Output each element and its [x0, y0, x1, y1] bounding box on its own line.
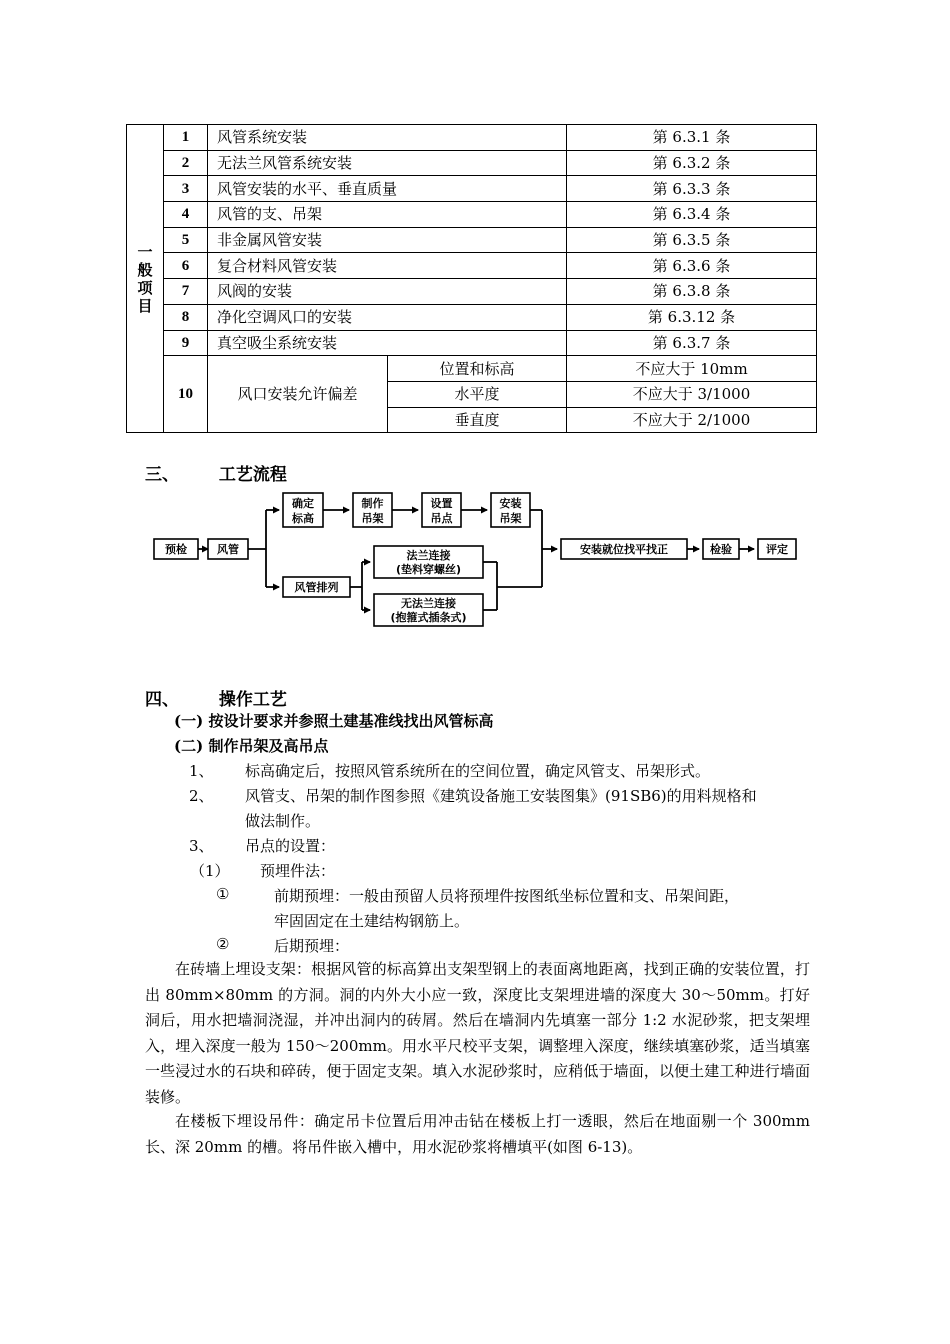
- row-number: 4: [164, 202, 208, 228]
- section-title: 工艺流程: [218, 465, 287, 485]
- subsection-title: 按设计要求并参照土建基准线找出风管标高: [208, 712, 494, 730]
- row-number: 10: [164, 356, 208, 433]
- table-row: [127, 202, 817, 228]
- paragraph-text: 在楼板下埋设吊件：确定吊卡位置后用冲击钻在楼板上打一透眼，然后在地面剔一个 300mm 长、深 20mm 的槽。将吊件嵌入槽中，用水泥砂浆将槽填平(如图 6-13)。: [145, 1112, 810, 1156]
- flow-label: 评定: [766, 543, 788, 556]
- flow-label: 吊点: [430, 512, 453, 525]
- row-number: 1: [164, 125, 208, 151]
- list-text: 前期预埋：一般由预留人员将预埋件按图纸坐标位置和支、吊架间距，: [274, 887, 740, 905]
- row-number: 6: [164, 253, 208, 279]
- subsection-heading-2: [174, 735, 328, 756]
- table-row: [127, 304, 817, 330]
- list-text: 牢固固定在土建结构钢筋上。: [274, 912, 470, 930]
- row-number: 5: [164, 227, 208, 253]
- table-row: [127, 279, 817, 305]
- table-row: [127, 356, 817, 382]
- list-text: 风管支、吊架的制作图参照《建筑设备施工安装图集》(91SB6)的用料规格和: [245, 787, 757, 805]
- row-item: 风口安装允许偏差: [208, 356, 388, 433]
- category-char: 般: [137, 260, 153, 279]
- section-title: 操作工艺: [218, 690, 287, 710]
- deviation-item: 位置和标高: [388, 356, 567, 382]
- flow-label: 无法兰连接: [401, 597, 456, 610]
- table-row: [127, 125, 817, 151]
- flow-label: 设置: [430, 497, 453, 510]
- row-number: 8: [164, 304, 208, 330]
- circled-number: ②: [216, 935, 230, 953]
- row-item: 复合材料风管安装: [208, 253, 567, 279]
- row-reference: 第 6.3.4 条: [567, 202, 817, 228]
- row-reference: 第 6.3.5 条: [567, 227, 817, 253]
- flow-label: 确定: [292, 497, 314, 510]
- list-text: 吊点的设置：: [245, 837, 336, 855]
- row-item: 无法兰风管系统安装: [208, 150, 567, 176]
- list-number: （1）: [190, 862, 230, 880]
- row-reference: 第 6.3.2 条: [567, 150, 817, 176]
- section-number: 四、: [145, 690, 179, 710]
- row-item: 真空吸尘系统安装: [208, 330, 567, 356]
- flow-label: 标高: [292, 512, 314, 525]
- section-heading-3: [145, 460, 287, 485]
- flow-label: 检验: [710, 543, 732, 556]
- paragraph-text: 在砖墙上埋设支架：根据风管的标高算出支架型钢上的表面离地距离，找到正确的安装位置，打出 80mm×80mm 的方洞。洞的内外大小应一致，深度比支架埋进墙的深度大 30～50mm。打好洞后，用水把墙洞浇湿，并冲出洞内的砖屑。然后在墙洞内先填塞一部分 1:2 水泥砂浆，把支架埋入，埋入深度一般为 150～200mm。用水平尺校平支架，调整埋入深度，继续填塞砂浆，适当填塞一些浸过水的石块和碎砖，便于固定支架。填入水泥砂浆时，应稍低于墙面，以便土建工种进行墙面装修。: [145, 960, 810, 1106]
- deviation-item: 水平度: [388, 381, 567, 407]
- flow-label: 制作: [361, 497, 384, 510]
- list-number: 3、: [189, 837, 214, 855]
- flow-label: 安装就位找平找正: [580, 543, 668, 556]
- row-item: 风管安装的水平、垂直质量: [208, 176, 567, 202]
- row-item: 风阀的安装: [208, 279, 567, 305]
- subsection-number: (一): [174, 712, 204, 730]
- table-row: [127, 253, 817, 279]
- subsection-title: 制作吊架及高吊点: [208, 737, 329, 755]
- row-item: 风管系统安装: [208, 125, 567, 151]
- row-item: 非金属风管安装: [208, 227, 567, 253]
- deviation-limit: 不应大于 10mm: [567, 356, 817, 382]
- list-text: 预埋件法：: [260, 862, 336, 880]
- row-reference: 第 6.3.7 条: [567, 330, 817, 356]
- flow-label: 吊架: [361, 512, 384, 525]
- deviation-limit: 不应大于 2/1000: [567, 407, 817, 433]
- flow-label: 吊架: [499, 512, 522, 525]
- list-text: 标高确定后，按照风管系统所在的空间位置，确定风管支、吊架形式。: [245, 762, 711, 780]
- table-row: [127, 227, 817, 253]
- row-number: 2: [164, 150, 208, 176]
- deviation-limit: 不应大于 3/1000: [567, 381, 817, 407]
- flow-label: 安装: [499, 497, 522, 510]
- list-number: 1、: [189, 762, 214, 780]
- row-reference: 第 6.3.3 条: [567, 176, 817, 202]
- table-row: [127, 176, 817, 202]
- flow-label: 法兰连接: [406, 549, 451, 562]
- category-cell: [127, 125, 164, 433]
- subsection-number: (二): [174, 737, 204, 755]
- paragraph-brick-wall: [145, 957, 810, 1111]
- flow-label: (垫料穿螺丝): [395, 563, 462, 576]
- list-number: 2、: [189, 787, 214, 805]
- list-text: 做法制作。: [245, 812, 321, 830]
- row-number: 7: [164, 279, 208, 305]
- category-char: 一: [137, 242, 153, 261]
- process-flowchart: [150, 484, 810, 640]
- row-reference: 第 6.3.1 条: [567, 125, 817, 151]
- row-reference: 第 6.3.8 条: [567, 279, 817, 305]
- category-char: 目: [137, 296, 153, 315]
- flow-label: 风管排列: [294, 581, 339, 594]
- flow-label: 风管: [217, 543, 239, 556]
- circled-number: ①: [216, 885, 230, 903]
- row-item: 净化空调风口的安装: [208, 304, 567, 330]
- list-text: 后期预埋：: [274, 937, 350, 955]
- section-heading-4: [145, 685, 287, 710]
- category-char: 项: [137, 278, 153, 297]
- row-reference: 第 6.3.6 条: [567, 253, 817, 279]
- row-number: 9: [164, 330, 208, 356]
- row-number: 3: [164, 176, 208, 202]
- flow-label: (抱箍式插条式): [390, 611, 467, 624]
- flow-label: 预检: [165, 543, 187, 556]
- deviation-item: 垂直度: [388, 407, 567, 433]
- table-row: [127, 330, 817, 356]
- table-row: [127, 150, 817, 176]
- section-number: 三、: [145, 465, 179, 485]
- subsection-heading-1: [174, 710, 493, 731]
- row-item: 风管的支、吊架: [208, 202, 567, 228]
- paragraph-floor-slab: [145, 1109, 810, 1160]
- row-reference: 第 6.3.12 条: [567, 304, 817, 330]
- inspection-items-table: [126, 124, 817, 433]
